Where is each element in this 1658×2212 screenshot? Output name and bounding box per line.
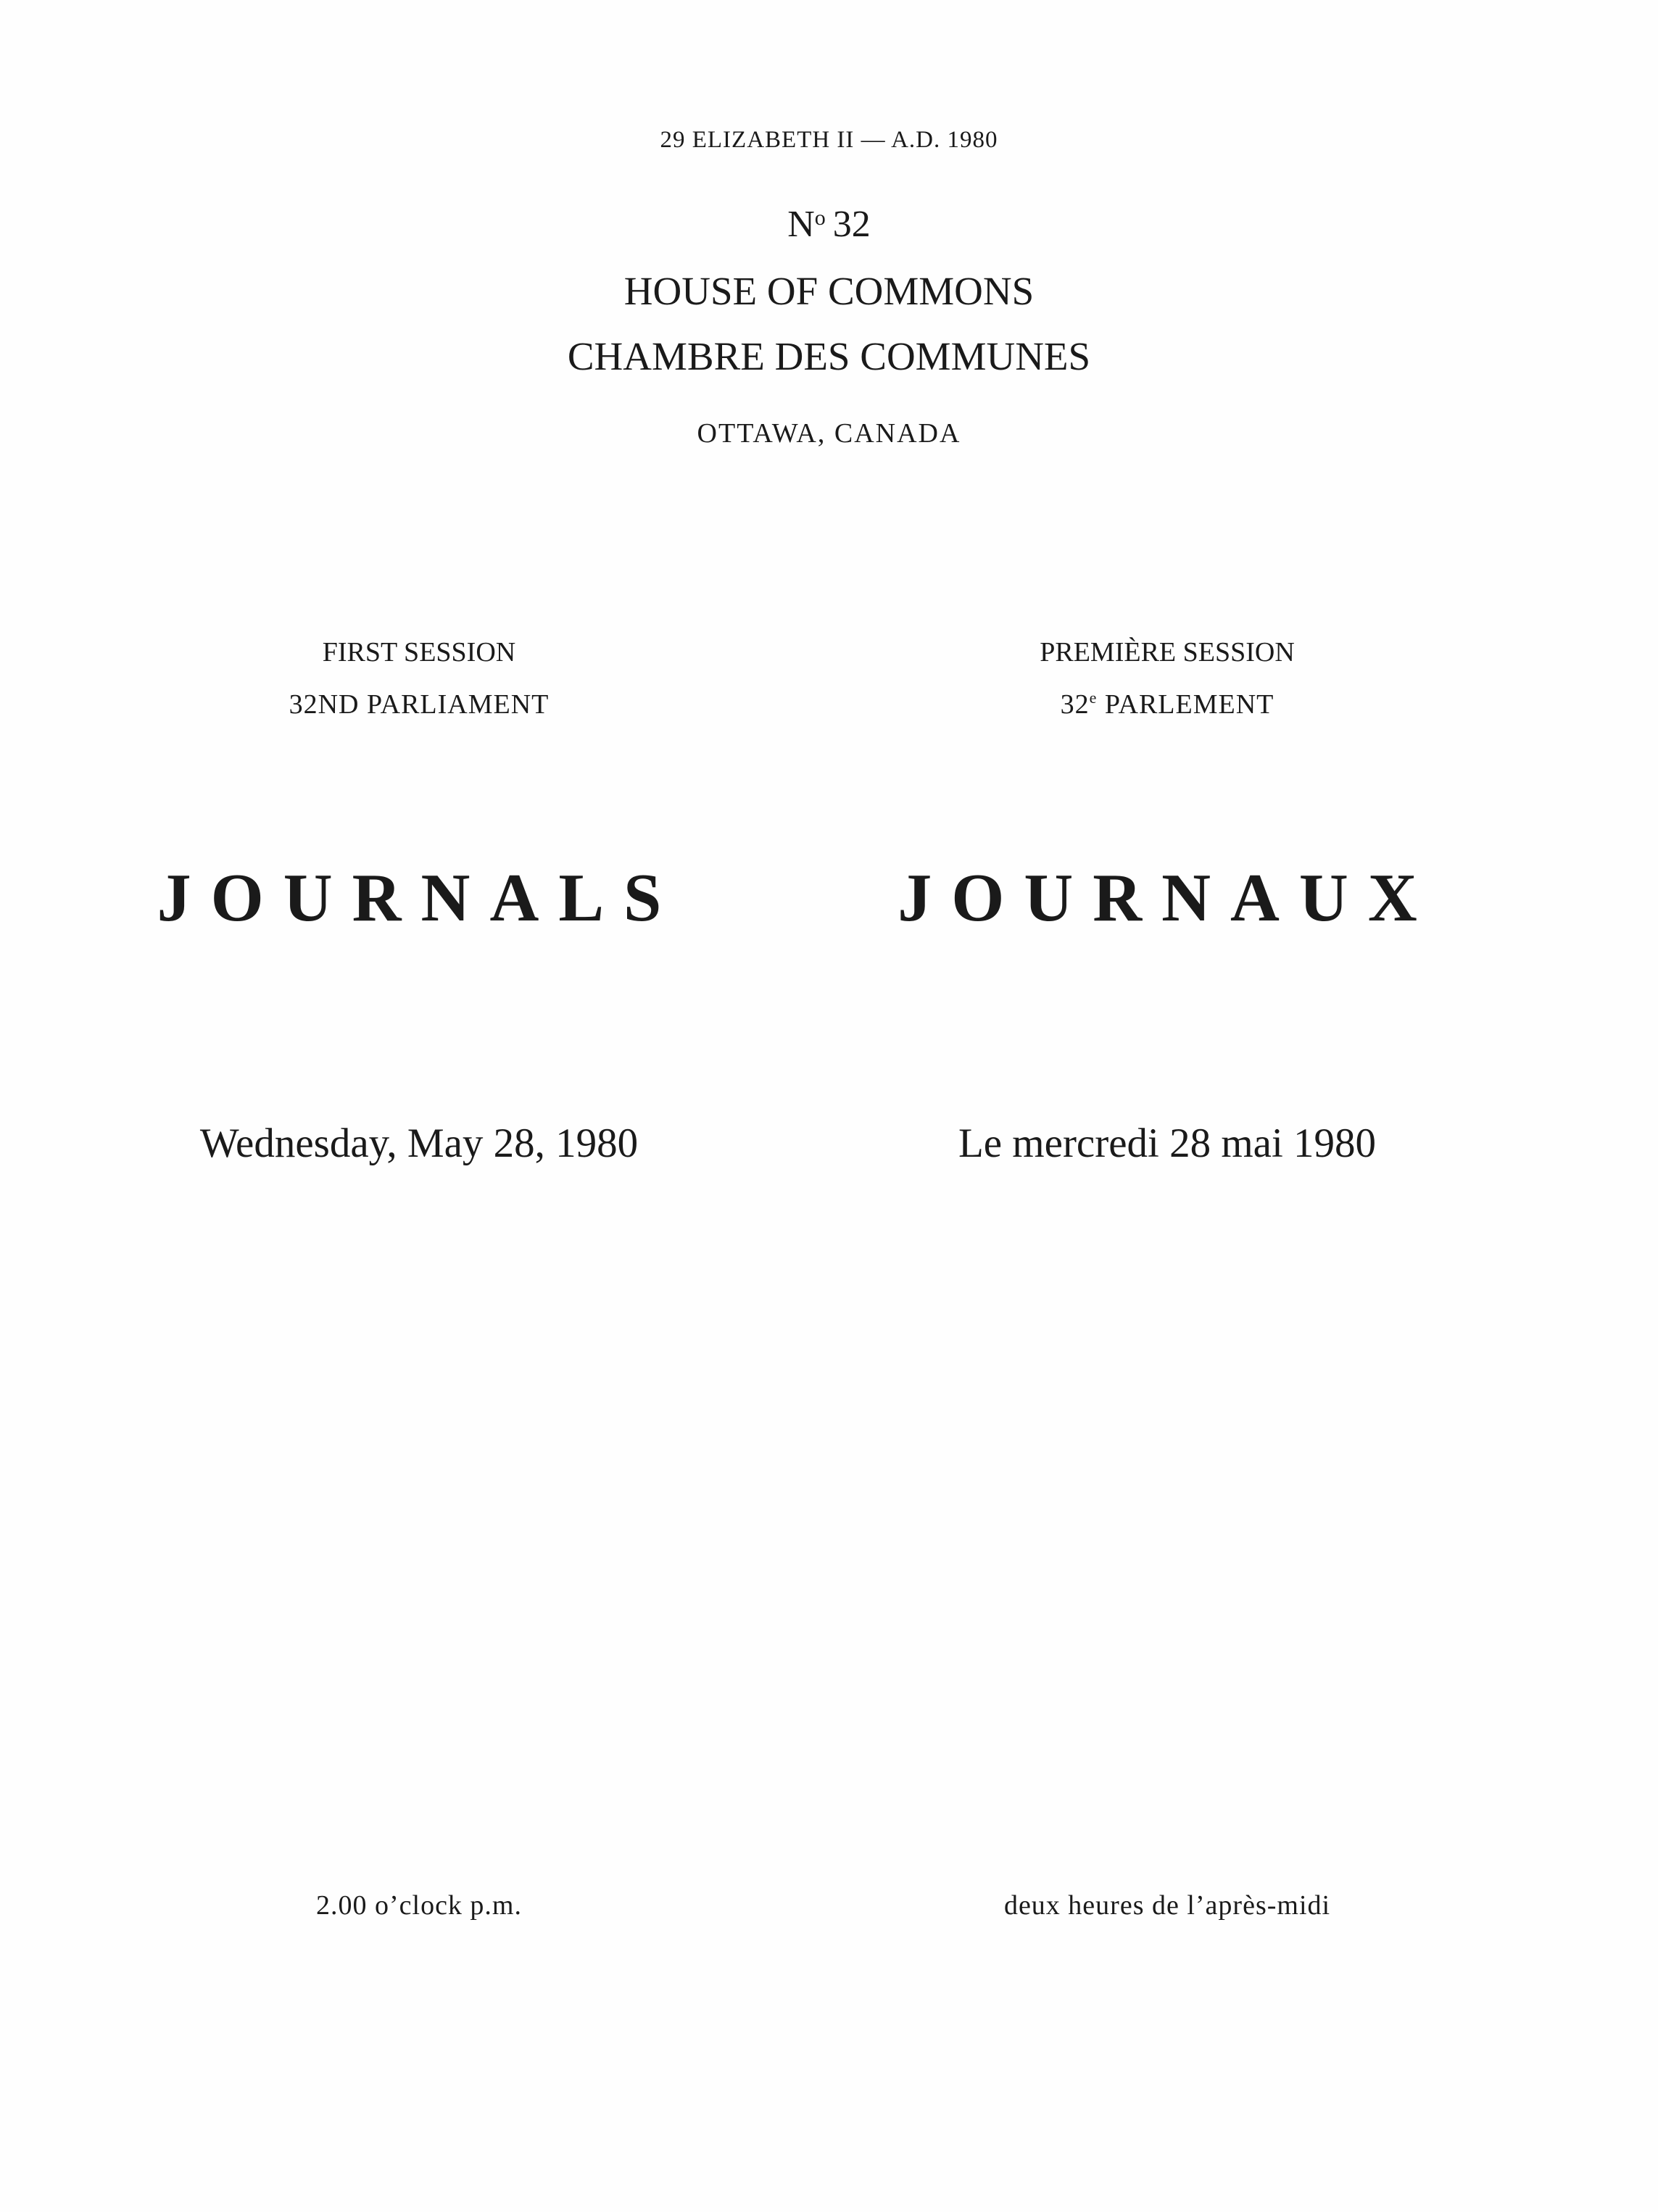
parliament-english: 32ND PARLIAMENT [289, 689, 550, 720]
regnal-year: 29 ELIZABETH II — A.D. 1980 [660, 127, 998, 153]
session-english: FIRST SESSION [322, 637, 516, 668]
number-value: 32 [832, 204, 871, 245]
sitting-date-english: Wednesday, May 28, 1980 [199, 1120, 639, 1166]
house-title-french: CHAMBRE DES COMMUNES [567, 334, 1091, 378]
sitting-time-french: deux heures de l’après-midi [1003, 1890, 1331, 1921]
number-superscript: o [814, 206, 826, 230]
journals-title-french: JOURNAUX [898, 860, 1437, 936]
session-french: PREMIÈRE SESSION [1040, 637, 1295, 668]
journal-number [0, 203, 1658, 246]
parliament-french [805, 689, 1530, 720]
journals-title-english: JOURNALS [157, 860, 681, 936]
parliament-number-french: 32 [1060, 689, 1090, 720]
place-line: OTTAWA, CANADA [697, 418, 961, 449]
sitting-date-french: Le mercredi 28 mai 1980 [958, 1120, 1377, 1166]
house-title-english: HOUSE OF COMMONS [623, 269, 1035, 313]
number-prefix: N [787, 204, 815, 245]
parliament-superscript-french: e [1089, 689, 1098, 707]
parliament-word-french: PARLEMENT [1097, 689, 1274, 720]
sitting-time-english: 2.00 o’clock p.m. [315, 1890, 522, 1921]
